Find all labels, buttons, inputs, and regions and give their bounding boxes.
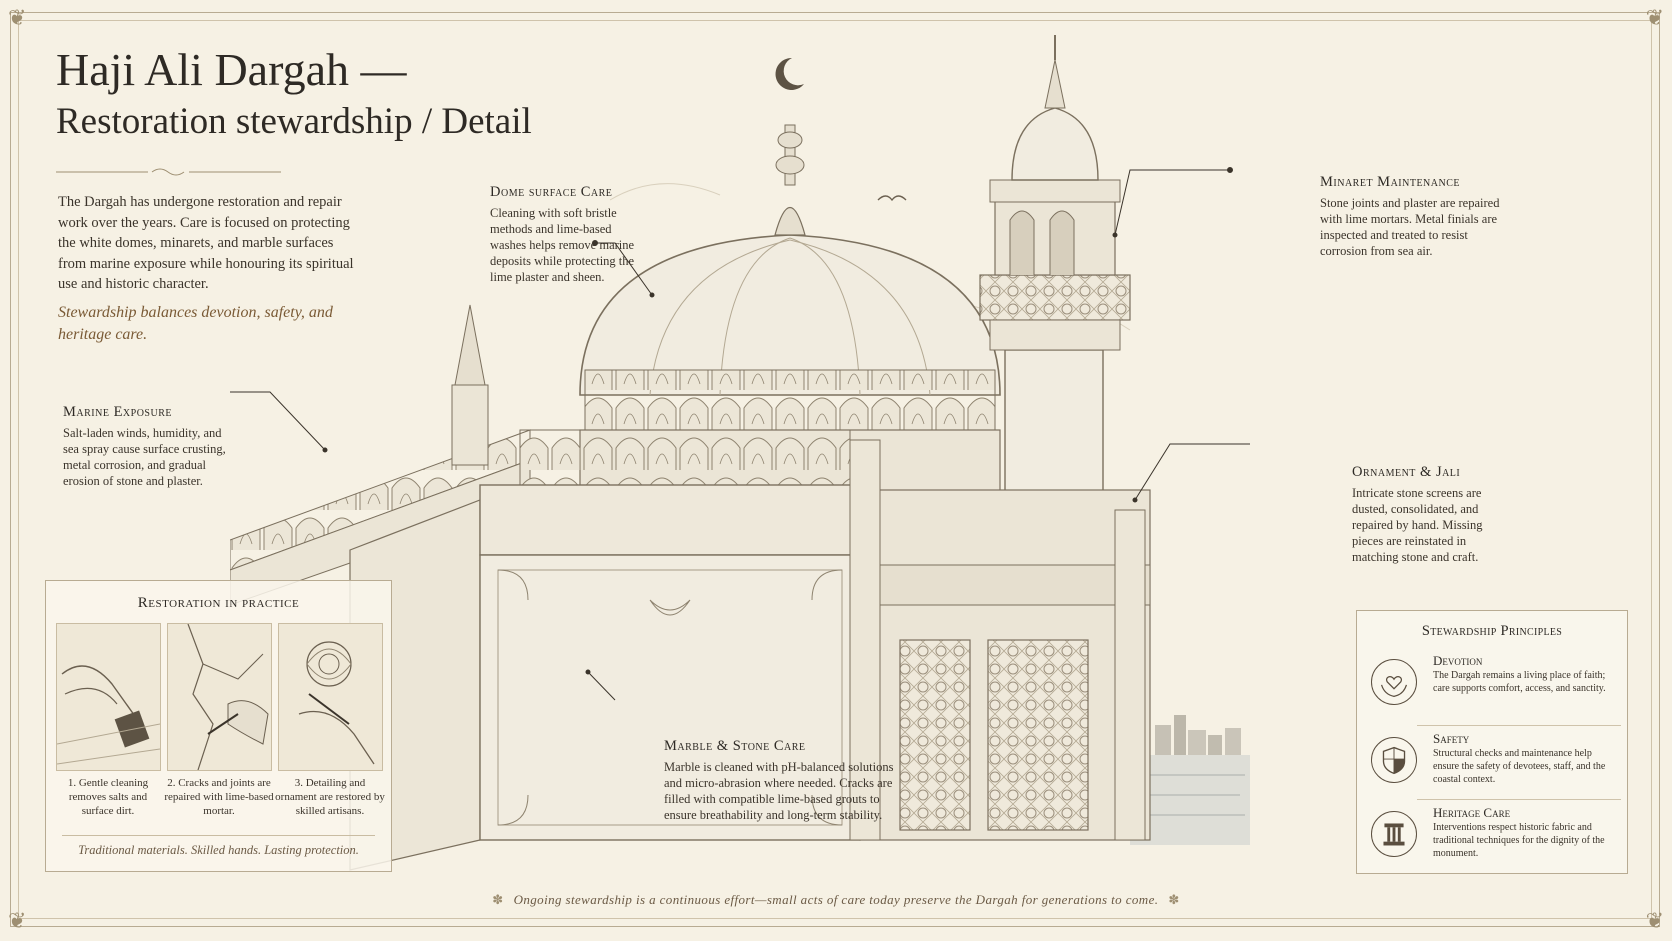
crescent-star-icon xyxy=(776,58,804,90)
callout-body: Intricate stone screens are dusted, consolidated, and repaired by hand. Missing pieces are reinstated in matching stone and craft. xyxy=(1352,486,1483,564)
panel-title: Restoration in practice xyxy=(137,595,300,611)
corner-ornament-icon: ❦ xyxy=(1645,909,1664,934)
intro-quote: Stewardship balances devotion, safety, and heritage care. xyxy=(58,304,333,343)
stewardship-principles-panel xyxy=(1356,610,1628,874)
intro-text: The Dargah has undergone restoration and repair work over the years. Care is focused on protecting the white domes, minarets, and marble surfaces from marine exposure while honouring its spiritual use and historic character. xyxy=(58,194,354,292)
panel-divider xyxy=(62,835,375,836)
callout-dome xyxy=(490,184,650,285)
principle-safety xyxy=(1367,731,1619,801)
footer-ornament-icon: ✽ xyxy=(1168,892,1180,907)
divider xyxy=(1417,799,1621,800)
principle-body: Interventions respect historic fabric and traditional techniques for the dignity of the monument. xyxy=(1433,822,1605,859)
shield-icon xyxy=(1371,737,1417,783)
principle-heading: Heritage Care xyxy=(1433,805,1511,820)
dome-finial xyxy=(775,58,805,235)
callout-heading: Minaret Maintenance xyxy=(1320,174,1461,190)
callout-body: Marble is cleaned with pH-balanced solutions and micro-abrasion where needed. Cracks are filled with compatible lime-based grouts to ensure breathability and long-term stability. xyxy=(664,760,894,822)
hands-heart-icon xyxy=(1371,659,1417,705)
restoration-practice-panel xyxy=(45,580,392,872)
callout-marine xyxy=(63,404,233,489)
principle-devotion xyxy=(1367,653,1619,723)
footer-note xyxy=(0,892,1672,908)
callout-heading: Marble & Stone Care xyxy=(664,738,806,754)
callout-ornament xyxy=(1352,464,1502,565)
callout-body: Stone joints and plaster are repaired with lime mortars. Metal finials are inspected and treated to resist corrosion from sea air. xyxy=(1320,196,1500,258)
page-subtitle: Restoration stewardship / Detail xyxy=(56,101,532,142)
step-caption: 1. Gentle cleaning removes salts and surface dirt. xyxy=(67,777,149,817)
callout-marble xyxy=(664,738,904,823)
principle-body: Structural checks and maintenance help ensure the safety of devotees, staff, and the coastal context. xyxy=(1433,748,1606,785)
callout-heading: Marine Exposure xyxy=(63,404,172,420)
step-caption: 2. Cracks and joints are repaired with lime-based mortar. xyxy=(164,777,274,817)
principle-heritage xyxy=(1367,805,1619,875)
callout-heading: Ornament & Jali xyxy=(1352,464,1461,480)
callout-heading: Dome surface Care xyxy=(490,184,613,200)
footer-ornament-icon: ✽ xyxy=(492,892,504,907)
carving-icon xyxy=(278,623,383,771)
page-title: Haji Ali Dargah — xyxy=(56,44,407,95)
panel-footer: Traditional materials. Skilled hands. Lasting protection. xyxy=(78,843,359,857)
column-icon xyxy=(1371,811,1417,857)
footer-text: Ongoing stewardship is a continuous effort—small acts of care today preserve the Dargah for generations to come. xyxy=(513,892,1159,907)
principles-title: Stewardship Principles xyxy=(1421,623,1563,639)
step-caption: 3. Detailing and ornament are restored by skilled artisans. xyxy=(275,777,385,817)
principle-heading: Safety xyxy=(1433,731,1470,746)
city-skyline xyxy=(1155,715,1241,755)
callout-minaret xyxy=(1320,174,1505,259)
corner-ornament-icon: ❦ xyxy=(8,909,27,934)
brush-cleaning-icon xyxy=(56,623,161,771)
crack-repair-icon xyxy=(167,623,272,771)
bird-icon xyxy=(878,196,906,200)
principle-heading: Devotion xyxy=(1433,653,1483,668)
callout-body: Salt-laden winds, humidity, and sea spray cause surface crusting, metal corrosion, and gradual erosion of stone and plaster. xyxy=(63,426,226,488)
principle-body: The Dargah remains a living place of faith; care supports comfort, access, and sanctity. xyxy=(1433,670,1606,694)
title-divider xyxy=(56,166,281,178)
corner-ornament-icon: ❦ xyxy=(1645,6,1664,31)
callout-body: Cleaning with soft bristle methods and lime-based washes helps remove marine deposits while protecting the lime plaster and sheen. xyxy=(490,206,635,284)
corner-ornament-icon: ❦ xyxy=(8,6,27,31)
divider xyxy=(1417,725,1621,726)
